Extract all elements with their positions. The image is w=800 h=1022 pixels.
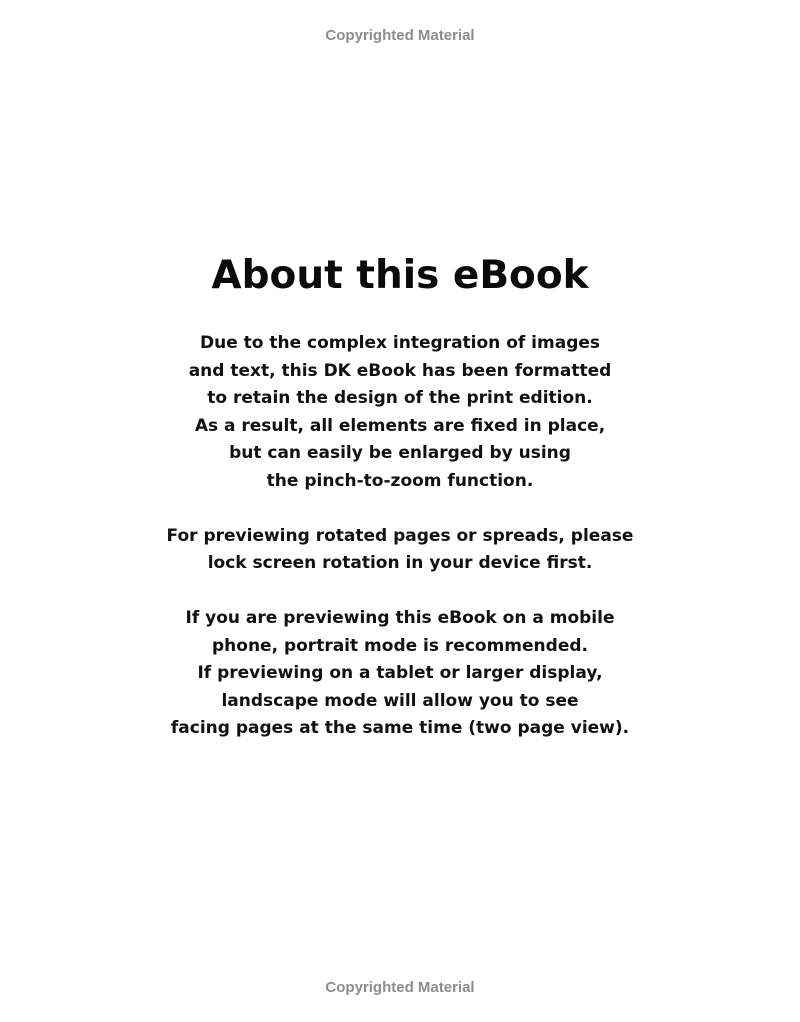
text-line: phone, portrait mode is recommended. [212, 635, 588, 656]
text-line: lock screen rotation in your device first. [207, 553, 593, 573]
paragraph-rotation [0, 523, 800, 578]
text-line: facing pages at the same time (two page view). [170, 718, 630, 738]
paragraph-fixed-layout [0, 330, 800, 495]
text-line: to retain the design of the print edition. [207, 388, 593, 408]
text-line: but can easily be enlarged by using [229, 443, 571, 463]
text-line: landscape mode will allow you to see [221, 690, 579, 711]
copyright-watermark-bottom: Copyrighted Material [325, 979, 475, 996]
paragraph-orientation [0, 605, 800, 743]
text-line: As a result, all elements are fixed in place, [194, 415, 606, 436]
text-line: and text, this DK eBook has been formatted [188, 360, 612, 381]
text-line: If you are previewing this eBook on a mobile [185, 608, 615, 628]
copyright-watermark-top: Copyrighted Material [325, 27, 475, 44]
text-line: the pinch-to-zoom function. [266, 470, 534, 491]
page-title: About this eBook [211, 253, 589, 298]
text-line: For previewing rotated pages or spreads, please [166, 525, 634, 546]
text-line: If previewing on a tablet or larger display, [197, 663, 603, 683]
body-text [0, 330, 800, 770]
text-line: Due to the complex integration of images [199, 333, 601, 353]
